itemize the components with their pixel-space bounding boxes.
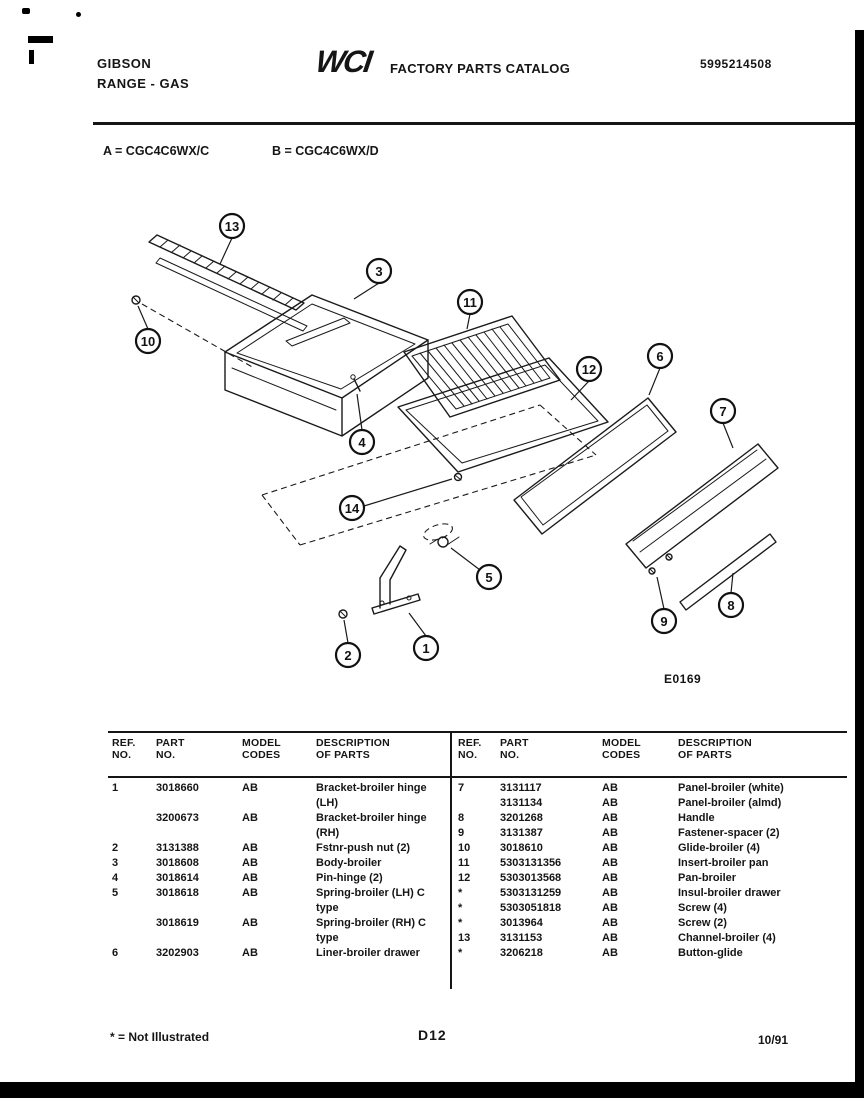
cell-code: AB: [602, 857, 618, 869]
cell-desc: Fastener-spacer (2): [678, 827, 780, 839]
cell-desc: Liner-broiler drawer: [316, 947, 420, 959]
table-row: [458, 871, 846, 886]
part-glide-broiler: [132, 296, 140, 304]
table-row: [112, 841, 446, 856]
parts-table-right: [458, 737, 846, 961]
table-row: [112, 916, 446, 946]
scan-artifact-bottom-bar: [0, 1082, 864, 1098]
callout-3: [367, 259, 391, 283]
cell-part: 3018610: [500, 842, 543, 854]
cell-desc: Bracket-broiler hinge (RH): [316, 812, 427, 839]
cell-desc: Spring-broiler (RH) C type: [316, 917, 426, 944]
cell-code: AB: [602, 932, 618, 944]
part-spring-broiler: [430, 537, 459, 547]
cell-part: 3202903: [156, 947, 199, 959]
callout-leader-lines: [138, 238, 733, 643]
table-row: [458, 901, 846, 916]
column-header: [678, 737, 838, 761]
brand-name: GIBSON: [97, 56, 152, 71]
cell-part: 3200673: [156, 812, 199, 824]
cell-desc: Handle: [678, 812, 715, 824]
cell-ref: 6: [112, 947, 119, 959]
table-row: [458, 796, 846, 811]
cell-ref: 9: [458, 827, 465, 839]
model-code-a: A = CGC4C6WX/C: [103, 144, 210, 158]
callout-13: [220, 214, 244, 238]
cell-part: 3206218: [500, 947, 543, 959]
table-row: [112, 811, 446, 841]
table-row: [112, 871, 446, 886]
header-line: NO.: [156, 749, 176, 761]
cell-code: AB: [602, 842, 618, 854]
cell-part: 3018660: [156, 782, 199, 794]
parts-table-left: [112, 737, 446, 961]
callout-12: [577, 357, 601, 381]
part-push-nut: [339, 610, 347, 618]
cell-part: 3018619: [156, 917, 199, 929]
header-line: MODEL: [602, 737, 641, 749]
cell-ref: 8: [458, 812, 465, 824]
table-row: [112, 856, 446, 871]
cell-desc: Insert-broiler pan: [678, 857, 769, 869]
cell-code: AB: [242, 842, 258, 854]
cell-code: AB: [602, 797, 618, 809]
svg-text:13: 13: [224, 219, 240, 234]
column-header: [500, 737, 602, 761]
table-body: [458, 781, 846, 961]
svg-text:11: 11: [463, 295, 477, 310]
callout-9: [652, 609, 676, 633]
table-row: [112, 781, 446, 811]
svg-text:12: 12: [581, 362, 597, 377]
column-header: [316, 737, 442, 761]
header-line: PART: [500, 737, 529, 749]
doc-number: 5995214508: [700, 57, 772, 71]
cell-code: AB: [602, 827, 618, 839]
cell-desc: Panel-broiler (almd): [678, 797, 782, 809]
cell-ref: 12: [458, 872, 471, 884]
cell-part: 3201268: [500, 812, 543, 824]
cell-ref: 7: [458, 782, 465, 794]
catalog-title: FACTORY PARTS CATALOG: [390, 61, 571, 76]
cell-part: 5303013568: [500, 872, 562, 884]
cell-ref: [458, 796, 500, 811]
table-top-rule: [108, 731, 847, 733]
cell-code: AB: [242, 947, 258, 959]
cell-code: AB: [602, 782, 618, 794]
scan-artifact-mark: [76, 12, 81, 17]
cell-code: AB: [242, 887, 258, 899]
not-illustrated-note: * = Not Illustrated: [110, 1030, 210, 1044]
part-pan-broiler: [398, 358, 608, 472]
header-rule: [93, 122, 855, 125]
callout-6: [648, 344, 672, 368]
callout-10: [136, 329, 160, 353]
callout-4: [350, 430, 374, 454]
table-row: [458, 931, 846, 946]
cell-desc: Screw (4): [678, 902, 727, 914]
cell-part: 3018614: [156, 872, 199, 884]
column-header: [156, 737, 242, 761]
cell-part: 3013964: [500, 917, 543, 929]
cell-desc: Insul-broiler drawer: [678, 887, 781, 899]
cell-part: 5303051818: [500, 902, 562, 914]
cell-ref: 4: [112, 872, 119, 884]
table-row: [458, 946, 846, 961]
cell-part: 3131117: [500, 782, 542, 794]
header-line: OF PARTS: [678, 749, 732, 761]
cell-code: AB: [242, 857, 258, 869]
cell-desc: Body-broiler: [316, 857, 382, 869]
cell-desc: Panel-broiler (white): [678, 782, 784, 794]
cell-code: AB: [602, 947, 618, 959]
callout-11: [458, 290, 482, 314]
cell-code: AB: [602, 902, 618, 914]
part-screw: [455, 474, 462, 481]
cell-desc: Spring-broiler (LH) C type: [316, 887, 425, 914]
header-line: MODEL: [242, 737, 281, 749]
cell-ref: [112, 916, 156, 946]
svg-text:3: 3: [375, 264, 383, 279]
cell-code: AB: [602, 872, 618, 884]
header-line: NO.: [458, 749, 478, 761]
cell-ref: 5: [112, 887, 119, 899]
cell-ref: *: [458, 902, 463, 914]
cell-part: 5303131259: [500, 887, 562, 899]
cell-desc: Pin-hinge (2): [316, 872, 383, 884]
cell-desc: Fstnr-push nut (2): [316, 842, 411, 854]
scan-artifact-mark: [29, 50, 34, 64]
svg-text:5: 5: [485, 570, 493, 585]
cell-part: 3131153: [500, 932, 543, 944]
cell-desc: Screw (2): [678, 917, 727, 929]
cell-code: AB: [602, 887, 618, 899]
svg-text:14: 14: [344, 501, 360, 516]
svg-text:6: 6: [656, 349, 664, 364]
cell-ref: 2: [112, 842, 119, 854]
svg-text:7: 7: [719, 404, 727, 419]
cell-part: 3131388: [156, 842, 199, 854]
callout-1: [414, 636, 438, 660]
model-code-b: B = CGC4C6WX/D: [272, 144, 379, 158]
svg-text:10: 10: [140, 334, 156, 349]
cell-code: AB: [242, 872, 258, 884]
cell-ref: 3: [112, 857, 119, 869]
table-row: [458, 811, 846, 826]
svg-text:4: 4: [358, 435, 366, 450]
cell-desc: Glide-broiler (4): [678, 842, 760, 854]
table-row: [112, 886, 446, 916]
brand-product: RANGE - GAS: [97, 76, 190, 91]
callout-14: [340, 496, 364, 520]
cell-desc: Channel-broiler (4): [678, 932, 776, 944]
cell-part: 3131387: [500, 827, 543, 839]
table-row: [458, 826, 846, 841]
cell-code: AB: [242, 917, 258, 929]
cell-desc: Bracket-broiler hinge (LH): [316, 782, 427, 809]
table-row: [458, 841, 846, 856]
callout-8: [719, 593, 743, 617]
header-line: REF.: [458, 737, 482, 749]
cell-part: 3018618: [156, 887, 199, 899]
cell-ref: *: [458, 887, 463, 899]
table-row: [112, 946, 446, 961]
svg-text:1: 1: [422, 641, 430, 656]
cell-ref: *: [458, 917, 463, 929]
header-line: OF PARTS: [316, 749, 370, 761]
scan-artifact-mark: [22, 8, 30, 14]
column-header: [458, 737, 500, 761]
cell-code: AB: [242, 812, 258, 824]
callout-5: [477, 565, 501, 589]
cell-part: 3018608: [156, 857, 199, 869]
part-panel-broiler: [626, 444, 778, 568]
cell-ref: 10: [458, 842, 471, 854]
date-code: 10/91: [758, 1033, 789, 1047]
cell-part: 3131134: [500, 797, 543, 809]
table-row: [458, 886, 846, 901]
cell-part: 5303131356: [500, 857, 562, 869]
column-header: [602, 737, 678, 761]
table-divider: [450, 731, 452, 989]
header-line: CODES: [602, 749, 641, 761]
table-header-row: [112, 737, 446, 761]
part-channel-broiler: [149, 235, 307, 331]
header-line: DESCRIPTION: [316, 737, 390, 749]
header-line: NO.: [112, 749, 132, 761]
cell-code: AB: [602, 812, 618, 824]
header-line: CODES: [242, 749, 281, 761]
svg-text:8: 8: [727, 598, 735, 613]
cell-ref: 11: [458, 857, 470, 869]
table-row: [458, 781, 846, 796]
cell-desc: Pan-broiler: [678, 872, 737, 884]
cell-ref: *: [458, 947, 463, 959]
table-row: [458, 916, 846, 931]
column-header: [242, 737, 316, 761]
cell-ref: 1: [112, 782, 119, 794]
header-line: DESCRIPTION: [678, 737, 752, 749]
column-header: [112, 737, 156, 761]
callout-2: [336, 643, 360, 667]
liner-dashed-outline: [142, 304, 596, 545]
cell-code: AB: [602, 917, 618, 929]
wci-logo: WCI: [313, 44, 373, 79]
page-code: D12: [418, 1027, 447, 1043]
header-line: NO.: [500, 749, 520, 761]
header-line: PART: [156, 737, 185, 749]
callout-7: [711, 399, 735, 423]
part-bracket-hinge: [372, 546, 420, 614]
svg-text:2: 2: [344, 648, 352, 663]
svg-text:9: 9: [660, 614, 668, 629]
cell-ref: 13: [458, 932, 471, 944]
cell-ref: [112, 811, 156, 841]
part-body-broiler: [225, 295, 428, 436]
header-line: REF.: [112, 737, 136, 749]
figure-code: E0169: [664, 672, 702, 686]
table-body: [112, 781, 446, 961]
exploded-view-diagram: [0, 200, 864, 700]
table-header-row: [458, 737, 846, 761]
cell-code: AB: [242, 782, 258, 794]
cell-desc: Button-glide: [678, 947, 743, 959]
table-row: [458, 856, 846, 871]
scan-artifact-mark: [28, 36, 53, 43]
